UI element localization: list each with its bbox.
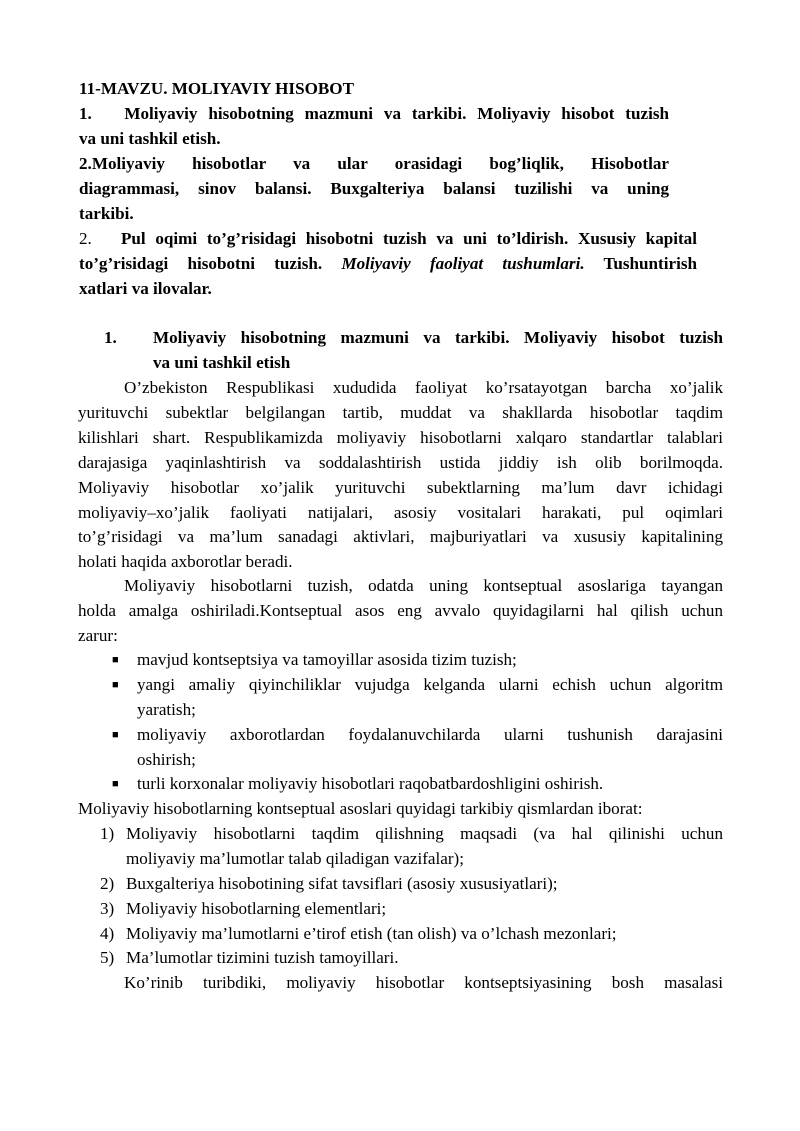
bullet-text: yaratish;	[137, 699, 196, 719]
paragraph-line: moliyaviy–xo’jalik faoliyati natijalari, asosiy vositalari harakati, pul oqimlari	[78, 502, 723, 522]
numbered-item	[100, 897, 723, 922]
paragraph-line: yurituvchi subektlar belgilangan tartib, muddat va shakllarda hisobotlar taqdim	[78, 402, 723, 422]
header-item-3-bold: to’g’risidagi hisobotni tuzish.	[79, 253, 323, 273]
paragraph-1	[78, 376, 723, 575]
header-item-1	[79, 102, 669, 152]
numbered-item-number: 3)	[100, 899, 115, 918]
paragraph-line: darajasiga yaqinlashtirish va soddalashtirish ustida jiddiy ish olib borilmoqda.	[78, 452, 723, 472]
numbered-item-text: Ma’lumotlar tizimini tuzish tamoyillari.	[126, 948, 399, 967]
header-item-1-text-cont: va uni tashkil etish.	[79, 128, 221, 148]
paragraph-line: holda amalga oshiriladi.Kontseptual asos eng avvalo quyidagilarni hal qilish uchun	[78, 600, 723, 620]
numbered-item	[100, 946, 723, 971]
bullet-item	[112, 772, 723, 797]
bullet-square-icon: ■	[112, 654, 119, 666]
topic-title: 11-MAVZU. MOLIYAVIY HISOBOT	[79, 79, 354, 98]
bullet-item	[112, 648, 723, 673]
header-item-1-text: Moliyaviy hisobotning mazmuni va tarkibi. Moliyaviy hisobot tuzish	[124, 104, 669, 123]
header-item-2	[79, 152, 669, 227]
bullet-item	[112, 673, 723, 723]
bullet-square-icon: ■	[112, 679, 119, 691]
list-intro: Moliyaviy hisobotlarning kontseptual asoslari quyidagi tarkibiy qismlardan iborat:	[78, 799, 643, 818]
bullet-square-icon: ■	[112, 729, 119, 741]
header-item-3	[79, 227, 697, 302]
paragraph-line: O’zbekiston Respublikasi xududida faoliyat ko’rsatayotgan barcha xo’jalik	[124, 378, 723, 397]
bullet-item	[112, 723, 723, 773]
header-item-3-text: Pul oqimi to’g’risidagi hisobotni tuzish va uni to’ldirish. Xususiy kapital	[120, 229, 697, 248]
numbered-item-text: Moliyaviy hisobotlarni taqdim qilishning maqsadi (va hal qilinishi uchun	[126, 824, 723, 843]
numbered-item	[100, 822, 723, 872]
paragraph-line: Ko’rinib turibdiki, moliyaviy hisobotlar kontseptsiyasining bosh masalasi	[124, 973, 723, 992]
section-heading-line: va uni tashkil etish	[153, 352, 291, 372]
numbered-item-number: 2)	[100, 874, 115, 893]
header-item-2-line: 2.Moliyaviy hisobotlar va ular orasidagi bog’liqlik, Hisobotlar	[79, 154, 669, 173]
numbered-item-text: Buxgalteriya hisobotining sifat tavsiflari (asosiy xususiyatlari);	[126, 874, 558, 893]
header-item-2-line: diagrammasi, sinov balansi. Buxgalteriya balansi tuzilishi va uning	[79, 178, 669, 198]
section-number: 1.	[104, 328, 117, 347]
paragraph-line: holati haqida axborotlar beradi.	[78, 552, 293, 572]
paragraph-3	[124, 971, 723, 996]
header-item-3-line: xatlari va ilovalar.	[79, 278, 212, 298]
bullet-text: moliyaviy axborotlardan foydalanuvchilarda ularni tushunish darajasini	[137, 725, 723, 744]
bullet-text: yangi amaliy qiyinchiliklar vujudga kelganda ularni echish uchun algoritm	[137, 675, 723, 694]
section-heading	[153, 326, 723, 376]
bullet-text: turli korxonalar moliyaviy hisobotlari raqobatbardoshligini oshirish.	[137, 774, 604, 793]
section-heading-line: Moliyaviy hisobotning mazmuni va tarkibi. Moliyaviy hisobot tuzish	[153, 328, 723, 347]
numbered-item-number: 5)	[100, 948, 115, 967]
paragraph-line: Moliyaviy hisobotlarni tuzish, odatda uning kontseptual asoslariga tayangan	[124, 576, 723, 595]
paragraph-2	[78, 574, 723, 649]
numbered-item-number: 1)	[100, 824, 115, 843]
numbered-item-text: Moliyaviy hisobotlarning elementlari;	[126, 899, 387, 918]
numbered-item	[100, 872, 723, 897]
header-item-3-italic: Moliyaviy faoliyat tushumlari.	[341, 253, 585, 273]
paragraph-line: to’g’risidagi va ma’lum sanadagi aktivlari, majburiyatlari va xususiy kapitalining	[78, 527, 723, 547]
paragraph-line: kilishlari shart. Respublikamizda moliyaviy hisobotlarni xalqaro standartlar talablari	[78, 427, 723, 447]
numbered-item	[100, 922, 723, 947]
bullet-square-icon: ■	[112, 778, 119, 790]
bullet-text: oshirish;	[137, 749, 196, 769]
bullet-text: mavjud kontseptsiya va tamoyillar asosida tizim tuzish;	[137, 650, 517, 669]
paragraph-line: zarur:	[78, 625, 118, 645]
numbered-item-text: moliyaviy ma’lumotlar talab qiladigan vazifalar);	[126, 848, 464, 868]
paragraph-line: Moliyaviy hisobotlar xo’jalik yurituvchi subektlarning ma’lum davr ichidagi	[78, 477, 723, 497]
header-item-3-end: Tushuntirish	[603, 253, 697, 273]
header-item-3-number: 2.	[79, 229, 92, 248]
header-item-1-number: 1.	[79, 104, 92, 123]
numbered-item-text: Moliyaviy ma’lumotlarni e’tirof etish (tan olish) va o’lchash mezonlari;	[126, 924, 617, 943]
header-item-2-line: tarkibi.	[79, 203, 134, 223]
numbered-item-number: 4)	[100, 924, 115, 943]
